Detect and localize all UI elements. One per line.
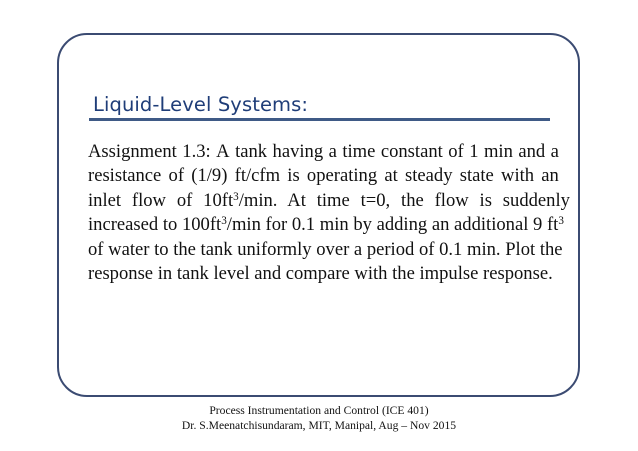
body-line-2 [88,164,559,188]
superscript: 3 [221,215,227,228]
word: 1.3: [182,141,211,162]
word: min [483,141,513,162]
body-line-1 [88,140,559,164]
word: A [216,141,230,162]
word: Assignment [88,141,177,162]
word: an [541,165,559,187]
text-run: /min. At time t=0, the flow is suddenly [238,189,570,211]
word: constant [380,141,443,162]
word: a [550,141,559,162]
footer-course: Process Instrumentation and Control (ICE 401) [209,404,429,417]
word: is [287,165,300,187]
word: and [518,141,546,162]
word: operating [306,165,378,187]
word: tank [235,141,268,162]
word: of [168,165,185,187]
word: resistance [88,165,162,187]
assignment-text [88,140,570,286]
word: with [501,165,535,187]
word: state [459,165,494,187]
text-run: /min for 0.1 min by adding an additional 9 ft [226,214,559,236]
body-line-6: response in tank level and compare with the impulse response. [88,263,553,285]
text-run: inlet flow of 10ft [88,189,234,211]
footer-author: Dr. S.Meenatchisundaram, MIT, Manipal, Aug – Nov 2015 [181,419,457,432]
text-run: increased to 100ft [88,214,222,236]
superscript: 3 [558,215,564,228]
title-underline [89,118,550,121]
word: ft/cfm [234,165,281,187]
slide-title: Liquid-Level Systems: [93,93,309,116]
word: 1 [469,141,479,162]
body-line-5: of water to the tank uniformly over a period of 0.1 min. Plot the [88,238,563,260]
word: time [342,141,376,162]
body-line-4 [88,213,564,237]
superscript: 3 [233,190,239,203]
word: of [448,141,464,162]
word: having [272,141,324,162]
word: (1/9) [191,165,228,187]
word: steady [404,165,453,187]
word: at [384,165,398,187]
body-line-3 [88,189,570,213]
word: a [328,141,337,162]
